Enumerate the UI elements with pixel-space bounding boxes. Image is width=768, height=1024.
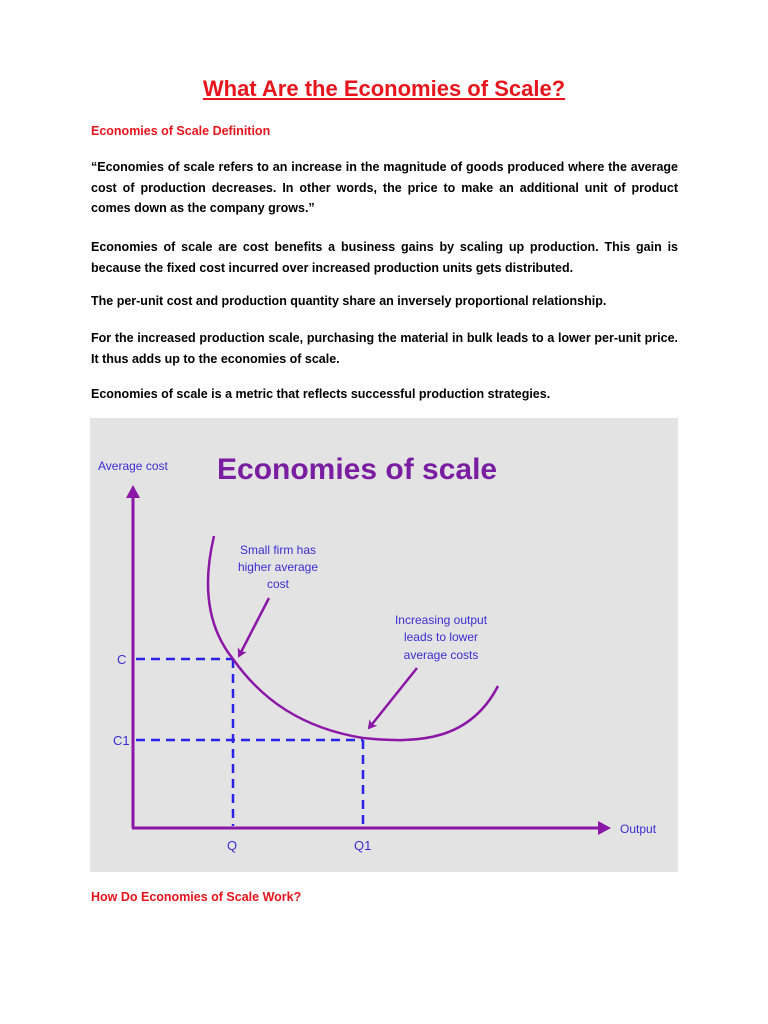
paragraph-inverse-relationship: The per-unit cost and production quantity share an inversely proportional relationship. <box>91 294 607 308</box>
x-tick-q1: Q1 <box>354 838 372 853</box>
figure-title: Economies of scale <box>217 453 498 486</box>
page-title-text: What Are the Economies of Scale? <box>202 76 566 101</box>
x-axis-label: Output <box>620 822 657 836</box>
y-tick-c: C <box>117 652 127 667</box>
y-tick-c1: C1 <box>113 733 130 748</box>
annotation-small-firm-line-2: higher average <box>237 560 319 574</box>
paragraph-cost-benefits: Economies of scale are cost benefits a business gains by scaling up production. This gain is because the fixed cost incurred over increased production units gets distributed. <box>91 240 678 275</box>
x-tick-q: Q <box>227 838 238 853</box>
annotation-increasing-arrow <box>369 668 417 728</box>
paragraph-metric: Economies of scale is a metric that reflects successful production strategies. <box>91 387 551 401</box>
annotation-small-firm-arrow <box>239 598 269 656</box>
x-axis-arrowhead <box>598 821 611 835</box>
annotation-small-firm-line-3: cost <box>266 577 290 591</box>
annotation-small-firm <box>238 543 318 591</box>
annotation-increasing-output <box>395 613 488 662</box>
economies-of-scale-figure <box>90 418 678 872</box>
y-axis-label: Average cost <box>98 459 168 473</box>
economies-of-scale-diagram <box>90 418 678 872</box>
annotation-small-firm-line-1: Small firm has <box>239 543 317 557</box>
y-axis-arrowhead <box>126 485 140 498</box>
paragraph-definition-quote: “Economies of scale refers to an increase in the magnitude of goods produced where the average cost of production decreases. In other words, the price to make an additional unit of product comes down as the company grows.” <box>91 160 678 215</box>
annotation-increasing-line-3: average costs <box>403 648 479 662</box>
paragraph-bulk-purchasing: For the increased production scale, purchasing the material in bulk leads to a lower per-unit price. It thus adds up to the economies of scale. <box>91 331 678 366</box>
annotation-increasing-line-1: Increasing output <box>394 613 488 627</box>
annotation-increasing-line-2: leads to lower <box>403 630 479 644</box>
page-title <box>0 76 768 102</box>
section-heading-how-it-works: How Do Economies of Scale Work? <box>91 890 302 904</box>
section-heading-definition: Economies of Scale Definition <box>91 124 271 138</box>
